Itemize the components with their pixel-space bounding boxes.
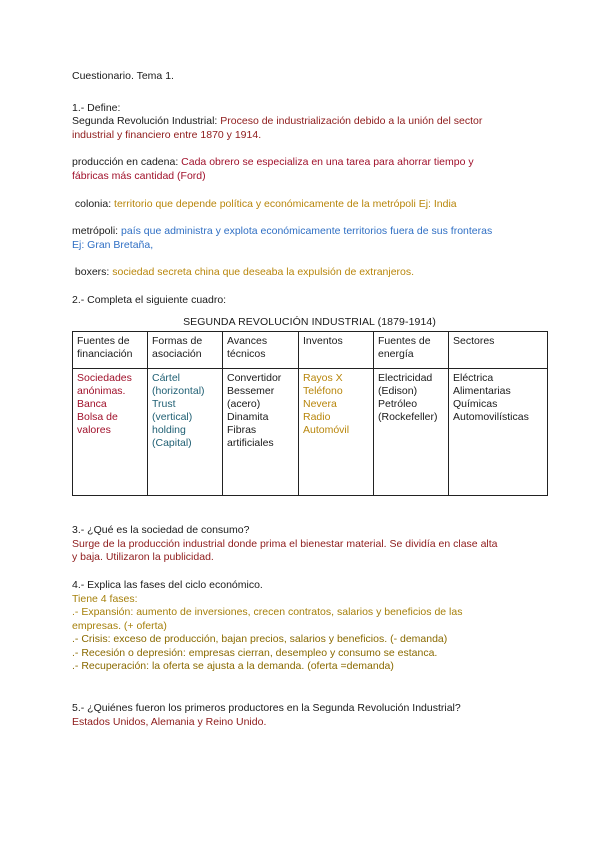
header-text: Sectores bbox=[453, 335, 495, 348]
table-header-cell bbox=[148, 332, 223, 369]
header-text: Fuentes de bbox=[378, 335, 431, 348]
table-body-row bbox=[73, 369, 548, 496]
q1-def-5-line-1: sociedad secreta china que deseaba la expulsión de extranjeros. bbox=[112, 266, 415, 279]
cell-text: Dinamita bbox=[227, 411, 269, 424]
q1-term-1: Segunda Revolución Industrial: bbox=[72, 115, 218, 128]
header-text: financiación bbox=[77, 348, 133, 361]
cell-text: Automóvil bbox=[303, 424, 350, 437]
q1-item-3 bbox=[72, 198, 542, 212]
cell-text: Nevera bbox=[303, 398, 337, 411]
table-header-cell bbox=[223, 332, 299, 369]
cell-text: (Rockefeller) bbox=[378, 411, 438, 424]
table-cell-sectores bbox=[449, 369, 548, 496]
q3-answer-line: Surge de la producción industrial donde prima el bienestar material. Se dividía en clase alta bbox=[72, 537, 498, 550]
q4-phase-2 bbox=[72, 633, 542, 647]
cell-text: Químicas bbox=[453, 398, 498, 411]
header-text: técnicos bbox=[227, 348, 266, 361]
cell-text: Cártel bbox=[152, 372, 181, 385]
q1-def-4-line-2: Ej: Gran Bretaña, bbox=[72, 238, 154, 251]
cell-text: valores bbox=[77, 424, 111, 437]
cell-text: Bessemer bbox=[227, 385, 275, 398]
q4-phase-3 bbox=[72, 647, 542, 661]
phase-line: empresas. (+ oferta) bbox=[72, 619, 167, 632]
phase-line: .- Recesión o depresión: empresas cierran, desempleo y consumo se estanca. bbox=[72, 646, 438, 659]
document-title: Cuestionario. Tema 1. bbox=[72, 70, 174, 82]
q3-answer bbox=[72, 538, 542, 565]
cell-text: Convertidor bbox=[227, 372, 282, 385]
q1-term-5: boxers: bbox=[72, 266, 110, 279]
header-text: energía bbox=[378, 348, 414, 361]
cell-text: Rayos X bbox=[303, 372, 343, 385]
cell-text: (Edison) bbox=[378, 385, 418, 398]
header-text: Formas de bbox=[152, 335, 203, 348]
table-cell-energia bbox=[374, 369, 449, 496]
q1-item-5 bbox=[72, 266, 542, 280]
table-cell-asociacion bbox=[148, 369, 223, 496]
q5-heading: 5.- ¿Quiénes fueron los primeros productores en la Segunda Revolución Industrial? bbox=[72, 702, 461, 715]
q1-heading: 1.- Define: bbox=[72, 101, 121, 114]
cell-text: Banca bbox=[77, 398, 107, 411]
table-header-cell bbox=[449, 332, 548, 369]
q1-def-3-line-1: territorio que depende política y económicamente de la metrópoli Ej: India bbox=[114, 197, 457, 210]
q2-heading: 2.- Completa el siguiente cuadro: bbox=[72, 293, 227, 306]
document-page bbox=[72, 70, 542, 729]
table-header-cell bbox=[73, 332, 148, 369]
cell-text: (Capital) bbox=[152, 437, 192, 450]
table-cell-inventos bbox=[299, 369, 374, 496]
cell-text: Electricidad bbox=[378, 372, 433, 385]
q5-answer: Estados Unidos, Alemania y Reino Unido. bbox=[72, 715, 267, 728]
header-text: Fuentes de bbox=[77, 335, 130, 348]
cell-text: Teléfono bbox=[303, 385, 343, 398]
cell-text: Eléctrica bbox=[453, 372, 494, 385]
q4-phase-1 bbox=[72, 606, 542, 633]
table-title: SEGUNDA REVOLUCIÓN INDUSTRIAL (1879-1914) bbox=[183, 315, 436, 328]
q1-term-3: colonia: bbox=[72, 197, 112, 210]
cell-text: Alimentarias bbox=[453, 385, 511, 398]
cell-text: Sociedades bbox=[77, 372, 132, 385]
cell-text: Radio bbox=[303, 411, 331, 424]
q1-def-2-line-1: Cada obrero se especializa en una tarea para ahorrar tiempo y bbox=[181, 156, 474, 169]
cell-text: anónimas. bbox=[77, 385, 126, 398]
header-text: Inventos bbox=[303, 335, 343, 348]
q1-item-1 bbox=[72, 115, 542, 142]
q1-def-4-line-1: país que administra y explota económicamente territorios fuera de sus fronteras bbox=[121, 225, 493, 238]
cell-text: Trust bbox=[152, 398, 176, 411]
cell-text: holding bbox=[152, 424, 186, 437]
table-cell-avances bbox=[223, 369, 299, 496]
cell-text: Automovilísticas bbox=[453, 411, 529, 424]
q1-term-4: metrópoli: bbox=[72, 225, 119, 238]
q1-term-2: producción en cadena: bbox=[72, 156, 179, 169]
cell-text: (acero) bbox=[227, 398, 261, 411]
phase-line: .- Crisis: exceso de producción, bajan precios, salarios y beneficios. (- demanda) bbox=[72, 633, 448, 646]
header-text: asociación bbox=[152, 348, 202, 361]
phase-line: .- Recuperación: la oferta se ajusta a la demanda. (oferta =demanda) bbox=[72, 660, 394, 673]
q3-heading: 3.- ¿Qué es la sociedad de consumo? bbox=[72, 524, 250, 537]
cell-text: Fibras bbox=[227, 424, 257, 437]
table-header-cell bbox=[299, 332, 374, 369]
cell-text: (horizontal) bbox=[152, 385, 205, 398]
header-text: Avances bbox=[227, 335, 268, 348]
q1-def-2-line-2: fábricas más cantidad (Ford) bbox=[72, 169, 206, 182]
q1-item-2 bbox=[72, 156, 542, 183]
q4-heading: 4.- Explica las fases del ciclo económico. bbox=[72, 578, 263, 591]
phase-line: .- Expansión: aumento de inversiones, crecen contratos, salarios y beneficios de las bbox=[72, 606, 463, 619]
revolution-table bbox=[72, 331, 548, 496]
q1-def-1-line-1: Proceso de industrialización debido a la unión del sector bbox=[220, 115, 483, 128]
table-cell-financiacion bbox=[73, 369, 148, 496]
cell-text: Petróleo bbox=[378, 398, 418, 411]
cell-text: Bolsa de bbox=[77, 411, 118, 424]
q4-intro: Tiene 4 fases: bbox=[72, 592, 138, 605]
cell-text: (vertical) bbox=[152, 411, 193, 424]
cell-text: artificiales bbox=[227, 437, 274, 450]
table-header-cell bbox=[374, 332, 449, 369]
q3-answer-line: y baja. Utilizaron la publicidad. bbox=[72, 551, 214, 564]
q1-def-1-line-2: industrial y financiero entre 1870 y 1914. bbox=[72, 128, 262, 141]
q1-item-4 bbox=[72, 225, 542, 252]
q4-phase-4 bbox=[72, 660, 542, 674]
table-header-row bbox=[73, 332, 548, 369]
